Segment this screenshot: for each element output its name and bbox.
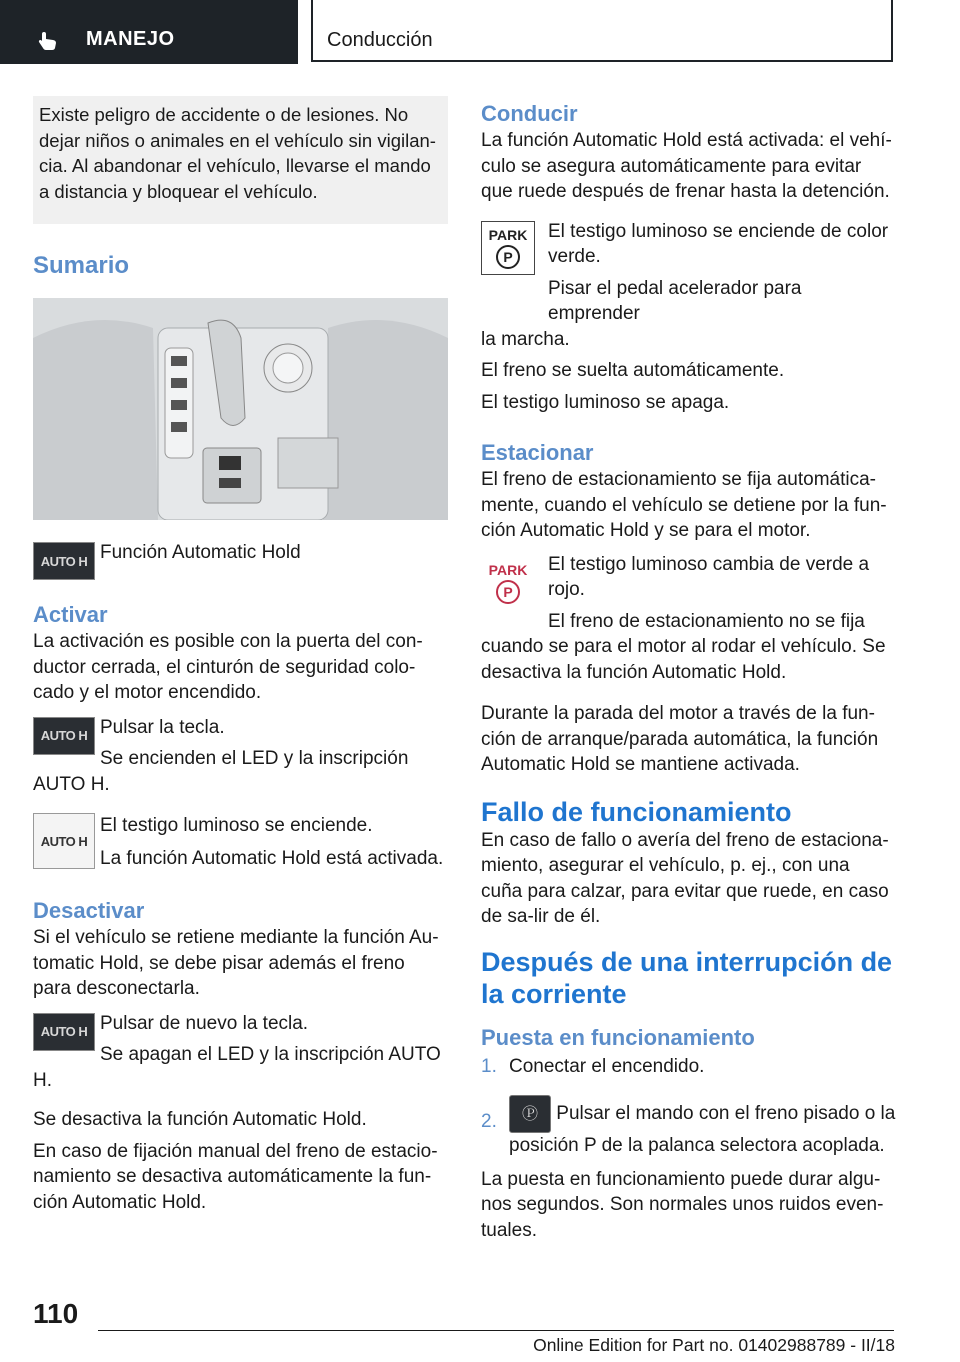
fallo-text: En caso de fallo o avería del freno de estaciona‐miento, asegurar el vehículo, p. ej., con una cuña para calzar, para evitar que ruede, en caso de sa‐lir de él. bbox=[481, 829, 889, 927]
estacionar-text: El freno de estacionamiento se fija automática‐mente, cuando el vehículo se detiene por la fun‐ción Automatic Hold y se para el motor. bbox=[481, 469, 887, 541]
step2-label: Pulsar el mando con el freno pisado o la posición P de la palanca selectora acoplada. bbox=[509, 1103, 896, 1156]
center-console-image bbox=[33, 298, 448, 520]
desactivar-note2: En caso de fijación manual del freno de estacio‐namiento se desactiva automáticamente la fun‐ción Automatic Hold. bbox=[33, 1140, 438, 1213]
left-column bbox=[33, 96, 448, 1215]
despues-heading: Después de una interrupción de la corriente bbox=[481, 946, 893, 1009]
park-green-indicator-icon bbox=[481, 221, 535, 275]
chapter-tab bbox=[311, 0, 893, 62]
estacionar-park-row bbox=[481, 552, 896, 686]
activar-step2-a: Se encienden el LED y la inscripción bbox=[100, 748, 409, 769]
desactivar-heading: Desactivar bbox=[33, 898, 145, 923]
testigo-row bbox=[33, 813, 448, 871]
conducir-pedal-b: la marcha. bbox=[481, 328, 570, 350]
park-red-indicator-icon bbox=[481, 556, 535, 610]
estacionar-note-b: cuando se para el motor al rodar el vehículo. Se desactiva la función Automatic Hold. bbox=[481, 636, 886, 683]
fallo-heading: Fallo de funcionamiento bbox=[481, 796, 792, 827]
activar-step1: Pulsar la tecla. bbox=[100, 716, 225, 738]
park-symbol: P bbox=[496, 245, 520, 269]
activar-text: La activación es posible con la puerta del con‐ductor cerrada, el cinturón de seguridad colo‐cado y el motor encendido. bbox=[33, 631, 423, 703]
step1-text: Conectar el encendido. bbox=[509, 1055, 705, 1077]
conducir-release: El freno se suelta automáticamente. bbox=[481, 360, 785, 381]
edition-text: Online Edition for Part no. 01402988789 - II/18 bbox=[533, 1335, 895, 1355]
step-number: 2. bbox=[481, 1111, 497, 1132]
estacionar-heading: Estacionar bbox=[481, 440, 594, 465]
autoh-indicator-icon: AUTO H bbox=[33, 813, 95, 869]
conducir-park-row bbox=[481, 219, 896, 353]
step-number: 1. bbox=[481, 1055, 497, 1077]
conducir-off: El testigo luminoso se apaga. bbox=[481, 391, 730, 413]
chapter-label: Conducción bbox=[327, 29, 433, 51]
parking-brake-button-icon: Ⓟ bbox=[509, 1095, 551, 1133]
desactivar-text: Si el vehículo se retiene mediante la función Au‐tomatic Hold, se debe pisar además el freno para desconectarla. bbox=[33, 927, 439, 999]
autoh-caption: Función Automatic Hold bbox=[100, 542, 301, 563]
estacionar-note-a: El freno de estacionamiento no se fija bbox=[548, 610, 865, 632]
park-label: PARK bbox=[488, 561, 528, 578]
activar-heading: Activar bbox=[33, 602, 108, 627]
list-item bbox=[481, 1054, 896, 1080]
section-label: MANEJO bbox=[86, 28, 175, 50]
park-symbol: P bbox=[496, 580, 520, 604]
desactivar-note1: Se desactiva la función Automatic Hold. bbox=[33, 1109, 367, 1130]
autoh-button-icon: AUTO H bbox=[33, 1013, 95, 1051]
warning-box bbox=[33, 96, 448, 224]
autoh-button-icon: AUTO H bbox=[33, 542, 95, 580]
estacionar-red: El testigo luminoso cambia de verde a rojo. bbox=[548, 553, 870, 600]
estacionar-stop: Durante la parada del motor a través de la fun‐ción de arranque/parada automática, la función Automatic Hold se mantiene activada. bbox=[481, 703, 879, 775]
autoh-button-icon: AUTO H bbox=[33, 717, 95, 755]
list-item bbox=[481, 1095, 896, 1159]
activar-step2-b: AUTO H. bbox=[33, 773, 110, 795]
puesta-note: La puesta en funcionamiento puede durar algu‐nos segundos. Son normales unos ruidos even‐tuales. bbox=[481, 1168, 884, 1241]
footer-divider bbox=[98, 1330, 894, 1331]
console-illustration bbox=[33, 298, 448, 520]
park-label: PARK bbox=[488, 226, 528, 243]
hand-pointer-icon bbox=[36, 28, 60, 52]
warning-text: Existe peligro de accidente o de lesiones. No dejar niños o animales en el vehículo sin vigilan‐cia. Al abandonar el vehículo, llevarse el mando a distancia y bloquear el vehículo. bbox=[39, 104, 436, 202]
sumario-heading: Sumario bbox=[33, 252, 130, 279]
desactivar-step1: Pulsar de nuevo la tecla. bbox=[100, 1012, 309, 1034]
section-tab bbox=[0, 0, 298, 64]
step2-text bbox=[509, 1095, 896, 1159]
conducir-text: La función Automatic Hold está activada: el vehí‐culo se asegura automáticamente para evitar que ruede después de frenar hasta la detención. bbox=[481, 130, 892, 202]
testigo-on-text: El testigo luminoso se enciende. bbox=[100, 815, 373, 836]
puesta-heading: Puesta en funcionamiento bbox=[481, 1024, 755, 1050]
autohold-active-text: La función Automatic Hold está activada. bbox=[100, 847, 444, 869]
desactivar-step-row bbox=[33, 1011, 448, 1094]
page-number: 110 bbox=[33, 1298, 79, 1329]
conducir-pedal-a: Pisar el pedal acelerador para emprender bbox=[548, 277, 802, 324]
conducir-green: El testigo luminoso se enciende de color verde. bbox=[548, 220, 889, 267]
conducir-heading: Conducir bbox=[481, 101, 578, 126]
activar-step-row bbox=[33, 715, 448, 798]
desactivar-step2-b: H. bbox=[33, 1069, 52, 1091]
right-column bbox=[481, 100, 896, 1243]
autoh-caption-row bbox=[33, 540, 448, 585]
desactivar-step2-a: Se apagan el LED y la inscripción AUTO bbox=[100, 1044, 441, 1065]
